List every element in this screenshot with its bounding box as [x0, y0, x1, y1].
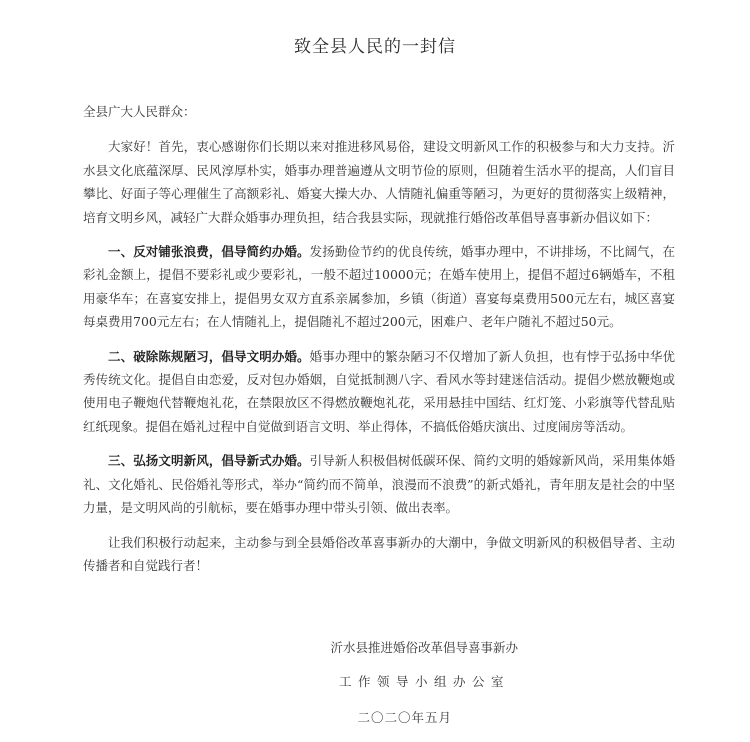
- section-1-heading: 一、反对铺张浪费，倡导简约办婚。: [108, 244, 310, 260]
- section-2-paragraph: [83, 345, 675, 439]
- signature-org-line1: 沂水县推进婚俗改革倡导喜事新办: [330, 640, 518, 655]
- signature-org-line2: 工作领导小组办公室: [338, 674, 510, 689]
- salutation: 全县广大人民群众：: [83, 104, 196, 119]
- letter-body: [83, 100, 675, 588]
- section-1-text: 发扬勤俭节约的优良传统，婚事办理中，不讲排场，不比阔气，在彩礼金额上，提倡不要彩礼或少要彩礼，一般不超过10000元；在婚车使用上，提倡不超过6辆婚车，不租用豪华车；在喜宴安排上，提倡男女双方直系亲属参加，乡镇（街道）喜宴每桌费用500元左右，城区喜宴每桌费用700元左右；在人情随礼上，提倡随礼不超过200元，困难户、老年户随礼不超过50元。: [83, 244, 675, 330]
- section-2-heading: 二、破除陈规陋习，倡导文明办婚。: [108, 348, 310, 364]
- section-3-heading: 三、弘扬文明新风，倡导新式办婚。: [108, 453, 310, 469]
- section-1-paragraph: [83, 240, 675, 334]
- section-2-text: 婚事办理中的繁杂陋习不仅增加了新人负担，也有悖于弘扬中华优秀传统文化。提倡自由恋爱，反对包办婚姻，自觉抵制测八字、看风水等封建迷信活动。提倡少燃放鞭炮或使用电子鞭炮代替鞭炮礼花，在禁限放区不得燃放鞭炮礼花，采用悬挂中国结、红灯笼、小彩旗等代替乱贴红纸现象。提倡在婚礼过程中自觉做到语言文明、举止得体，不搞低俗婚庆演出、过度闹房等活动。: [83, 348, 675, 434]
- section-3-paragraph: [83, 449, 675, 519]
- closing-paragraph: 让我们积极行动起来，主动参与到全县婚俗改革喜事新办的大潮中，争做文明新风的积极倡导者、主动传播者和自觉践行者！: [83, 534, 675, 573]
- signature-date: 二〇二〇年五月: [357, 710, 452, 725]
- intro-paragraph: 大家好！首先，衷心感谢你们长期以来对推进移风易俗，建设文明新风工作的积极参与和大力支持。沂水县文化底蕴深厚、民风淳厚朴实，婚事办理普遍遵从文明节俭的原则，但随着生活水平的提高，人们盲目攀比、好面子等心理催生了高额彩礼、婚宴大操大办、人情随礼偏重等陋习，为更好的贯彻落实上级精神，培育文明乡风，减轻广大群众婚事办理负担，结合我县实际，现就推行婚俗改革倡导喜事新办倡议如下：: [83, 139, 675, 225]
- letter-title: 致全县人民的一封信: [294, 37, 456, 57]
- section-3-text: 引导新人积极倡树低碳环保、简约文明的婚嫁新风尚，采用集体婚礼、文化婚礼、民俗婚礼等形式，举办“简约而不简单，浪漫而不浪费”的新式婚礼，青年朋友是社会的中坚力量，是文明风尚的引航标，要在婚事办理中带头引领、做出表率。: [83, 453, 675, 516]
